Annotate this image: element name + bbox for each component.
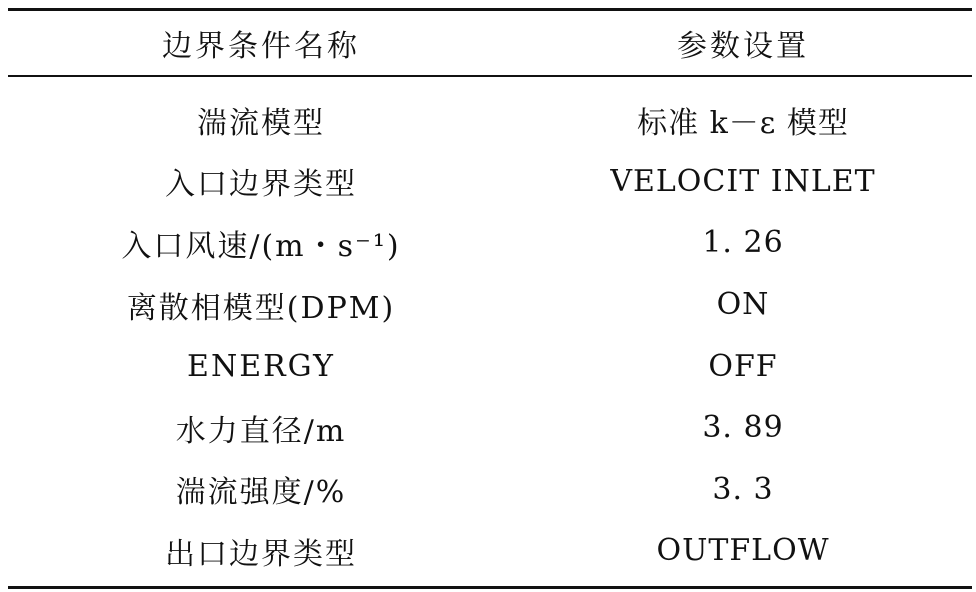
row-name-cell: 湍流模型 [197,105,325,141]
table-row [8,459,972,521]
table-row [8,397,972,459]
row-name-cell: ENERGY [187,348,335,384]
table-body [8,77,972,586]
table-row [8,335,972,397]
parameter-table [8,8,972,589]
row-name-cell: 水力直径/m [175,413,347,449]
row-value-cell: OUTFLOW [656,533,830,569]
table-header-row [8,11,972,75]
row-name-cell: 出口边界类型 [165,536,357,572]
table-bottom-rule [8,586,972,589]
row-value-cell: 标准 k－ε 模型 [637,105,849,141]
header-value-cell: 参数设置 [677,29,809,64]
row-name-cell: 离散相模型(DPM) [126,290,396,326]
table-row [8,520,972,582]
row-value-cell: 3. 3 [712,471,774,507]
table-row [8,212,972,274]
table-row [8,151,972,213]
row-name-cell: 入口风速/(m・s⁻¹) [121,228,401,264]
row-name-cell: 湍流强度/% [175,475,347,511]
row-name-cell: 入口边界类型 [165,167,357,203]
table-row [8,274,972,336]
table-row [8,89,972,151]
row-value-cell: 3. 89 [702,410,784,446]
header-name-cell: 边界条件名称 [162,29,360,64]
row-value-cell: 1. 26 [702,225,784,261]
row-value-cell: ON [716,287,770,323]
row-value-cell: OFF [708,348,778,384]
row-value-cell: VELOCIT INLET [610,163,876,199]
